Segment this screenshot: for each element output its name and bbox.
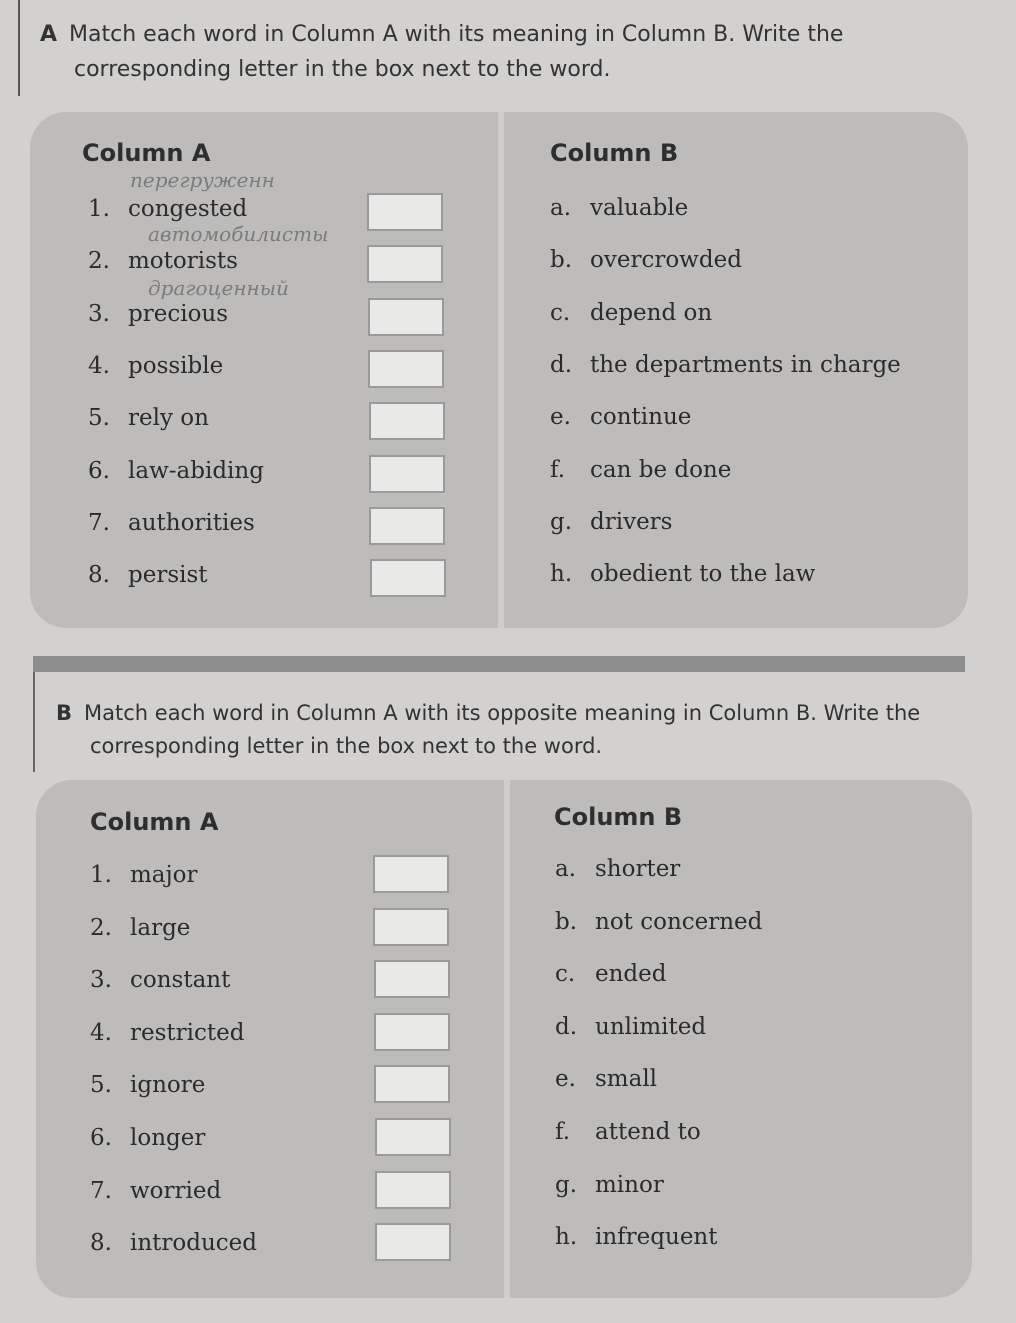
section-a-column-divider xyxy=(498,112,504,628)
item-meaning: attend to xyxy=(595,1119,701,1145)
sectionB-column-a-item xyxy=(90,862,198,888)
sectionB-answer-box[interactable] xyxy=(374,1013,450,1051)
sectionA-answer-box[interactable] xyxy=(367,193,443,231)
sectionB-column-a-item xyxy=(90,915,190,941)
sectionA-column-a-item xyxy=(88,562,208,588)
item-word: possible xyxy=(128,352,224,379)
sectionA-column-b-item xyxy=(550,404,691,430)
sectionB-column-a-item xyxy=(90,1125,205,1151)
item-letter: d. xyxy=(550,351,573,378)
item-word: restricted xyxy=(130,1019,245,1046)
sectionA-column-a-item xyxy=(88,458,264,484)
sectionB-column-b-item xyxy=(555,1224,718,1250)
item-number: 6. xyxy=(88,457,110,484)
item-meaning: ended xyxy=(595,961,667,988)
sectionB-column-b-item xyxy=(555,909,762,935)
sectionA-column-b-item xyxy=(550,300,712,326)
sectionB-column-a-item xyxy=(90,967,230,993)
section-b-instructions xyxy=(56,697,920,763)
item-letter: b. xyxy=(550,247,573,274)
sectionA-column-a-item xyxy=(88,405,209,431)
page-margin-line xyxy=(18,0,20,96)
sectionB-column-b-item xyxy=(555,1066,657,1092)
sectionA-answer-box[interactable] xyxy=(368,350,444,388)
item-word: ignore xyxy=(130,1072,206,1099)
sectionB-column-a-item xyxy=(90,1230,257,1256)
item-meaning: unlimited xyxy=(595,1013,707,1040)
sectionB-column-b-item xyxy=(555,1014,706,1040)
item-word: major xyxy=(130,862,198,888)
section-b-column-a-header: Column A xyxy=(90,808,219,836)
sectionA-answer-box[interactable] xyxy=(368,298,444,336)
sectionB-answer-box[interactable] xyxy=(374,960,450,998)
item-word: worried xyxy=(130,1177,222,1204)
item-letter: e. xyxy=(555,1066,576,1093)
sectionB-answer-box[interactable] xyxy=(373,908,449,946)
item-letter: d. xyxy=(555,1013,578,1040)
sectionB-answer-box[interactable] xyxy=(375,1223,451,1261)
item-letter: h. xyxy=(550,561,573,588)
item-letter: c. xyxy=(555,961,576,988)
sectionA-column-b-item xyxy=(550,247,742,273)
section-a-instruction-line2: corresponding letter in the box next to the word. xyxy=(74,57,611,82)
handwritten-note-1: перегруженн xyxy=(130,168,275,192)
section-b-instruction-line1: Match each word in Column A with its opposite meaning in Column B. Write the xyxy=(84,701,921,725)
sectionA-column-b-item xyxy=(550,509,672,535)
section-a-instructions xyxy=(40,17,843,87)
sectionB-column-b-item xyxy=(555,1172,664,1198)
item-meaning: shorter xyxy=(595,856,681,882)
item-number: 3. xyxy=(90,967,112,994)
item-number: 1. xyxy=(88,196,110,222)
sectionB-answer-box[interactable] xyxy=(374,1065,450,1103)
sectionA-answer-box[interactable] xyxy=(369,455,445,493)
item-word: longer xyxy=(130,1125,206,1151)
item-meaning: continue xyxy=(590,404,692,431)
item-meaning: can be done xyxy=(590,456,732,483)
item-word: congested xyxy=(128,196,248,222)
sectionA-answer-box[interactable] xyxy=(369,507,445,545)
sectionB-answer-box[interactable] xyxy=(373,855,449,893)
item-word: large xyxy=(130,914,191,941)
item-meaning: the departments in charge xyxy=(590,351,901,378)
section-a-instruction-line1: Match each word in Column A with its meaning in Column B. Write the xyxy=(69,22,844,47)
sectionA-answer-box[interactable] xyxy=(370,559,446,597)
item-meaning: drivers xyxy=(590,508,673,535)
item-letter: a. xyxy=(550,195,572,221)
item-number: 3. xyxy=(88,300,110,327)
section-b-label: B xyxy=(56,701,73,725)
sectionA-answer-box[interactable] xyxy=(367,245,443,283)
item-number: 4. xyxy=(88,352,110,379)
item-meaning: infrequent xyxy=(595,1224,718,1251)
sectionA-column-a-item xyxy=(88,510,255,536)
section-b-instruction-line2: corresponding letter in the box next to the word. xyxy=(90,734,603,758)
item-word: law-abiding xyxy=(128,457,264,484)
handwritten-note-3: драгоценный xyxy=(148,276,289,300)
item-letter: f. xyxy=(555,1119,571,1145)
item-meaning: not concerned xyxy=(595,908,763,935)
item-word: rely on xyxy=(128,405,209,432)
sectionA-column-a-item xyxy=(88,353,223,379)
item-meaning: overcrowded xyxy=(590,247,742,274)
sectionB-column-a-item xyxy=(90,1178,221,1204)
item-meaning: minor xyxy=(595,1171,664,1198)
sectionB-answer-box[interactable] xyxy=(375,1118,451,1156)
item-number: 8. xyxy=(90,1230,112,1257)
item-number: 6. xyxy=(90,1125,112,1151)
item-word: precious xyxy=(128,300,229,327)
item-number: 5. xyxy=(90,1072,112,1099)
sectionB-column-a-item xyxy=(90,1020,244,1046)
sectionA-column-b-item xyxy=(550,352,901,378)
item-letter: c. xyxy=(550,299,571,326)
item-number: 4. xyxy=(90,1019,112,1046)
item-meaning: valuable xyxy=(590,195,689,221)
sectionA-column-a-item xyxy=(88,301,228,327)
item-letter: a. xyxy=(555,856,577,882)
sectionB-column-b-item xyxy=(555,856,680,882)
sectionB-column-b-item xyxy=(555,1119,701,1145)
section-b-column-divider xyxy=(504,780,510,1298)
item-letter: g. xyxy=(555,1171,578,1198)
sectionA-column-a-item xyxy=(88,248,238,274)
sectionA-answer-box[interactable] xyxy=(369,402,445,440)
sectionA-column-a-item xyxy=(88,196,247,222)
item-letter: f. xyxy=(550,456,566,483)
item-number: 5. xyxy=(88,405,110,432)
item-word: persist xyxy=(128,562,208,589)
item-letter: b. xyxy=(555,908,578,935)
item-letter: e. xyxy=(550,404,571,431)
item-word: motorists xyxy=(128,248,238,275)
sectionA-column-b-item xyxy=(550,195,688,221)
item-word: introduced xyxy=(130,1230,258,1257)
section-a-column-b-header: Column B xyxy=(550,139,679,167)
sectionA-column-b-item xyxy=(550,457,731,483)
item-number: 8. xyxy=(88,562,110,589)
section-b-column-b-header: Column B xyxy=(554,803,683,831)
section-a-column-a-header: Column A xyxy=(82,139,211,167)
item-number: 2. xyxy=(88,248,110,275)
item-number: 1. xyxy=(90,862,112,888)
sectionB-column-a-item xyxy=(90,1072,205,1098)
sectionA-column-b-item xyxy=(550,561,815,587)
item-letter: g. xyxy=(550,508,573,535)
item-meaning: obedient to the law xyxy=(590,561,816,588)
section-a-label: A xyxy=(40,22,58,47)
handwritten-note-2: автомобилисты xyxy=(148,222,329,246)
sectionB-column-b-item xyxy=(555,961,666,987)
item-number: 7. xyxy=(90,1177,112,1204)
item-meaning: small xyxy=(595,1066,658,1093)
section-b-margin-line xyxy=(33,672,35,772)
item-word: authorities xyxy=(128,509,255,536)
item-letter: h. xyxy=(555,1224,578,1251)
item-number: 2. xyxy=(90,914,112,941)
sectionB-answer-box[interactable] xyxy=(375,1171,451,1209)
item-meaning: depend on xyxy=(590,299,713,326)
item-number: 7. xyxy=(88,509,110,536)
section-divider-bar xyxy=(33,656,965,672)
item-word: constant xyxy=(130,967,231,994)
